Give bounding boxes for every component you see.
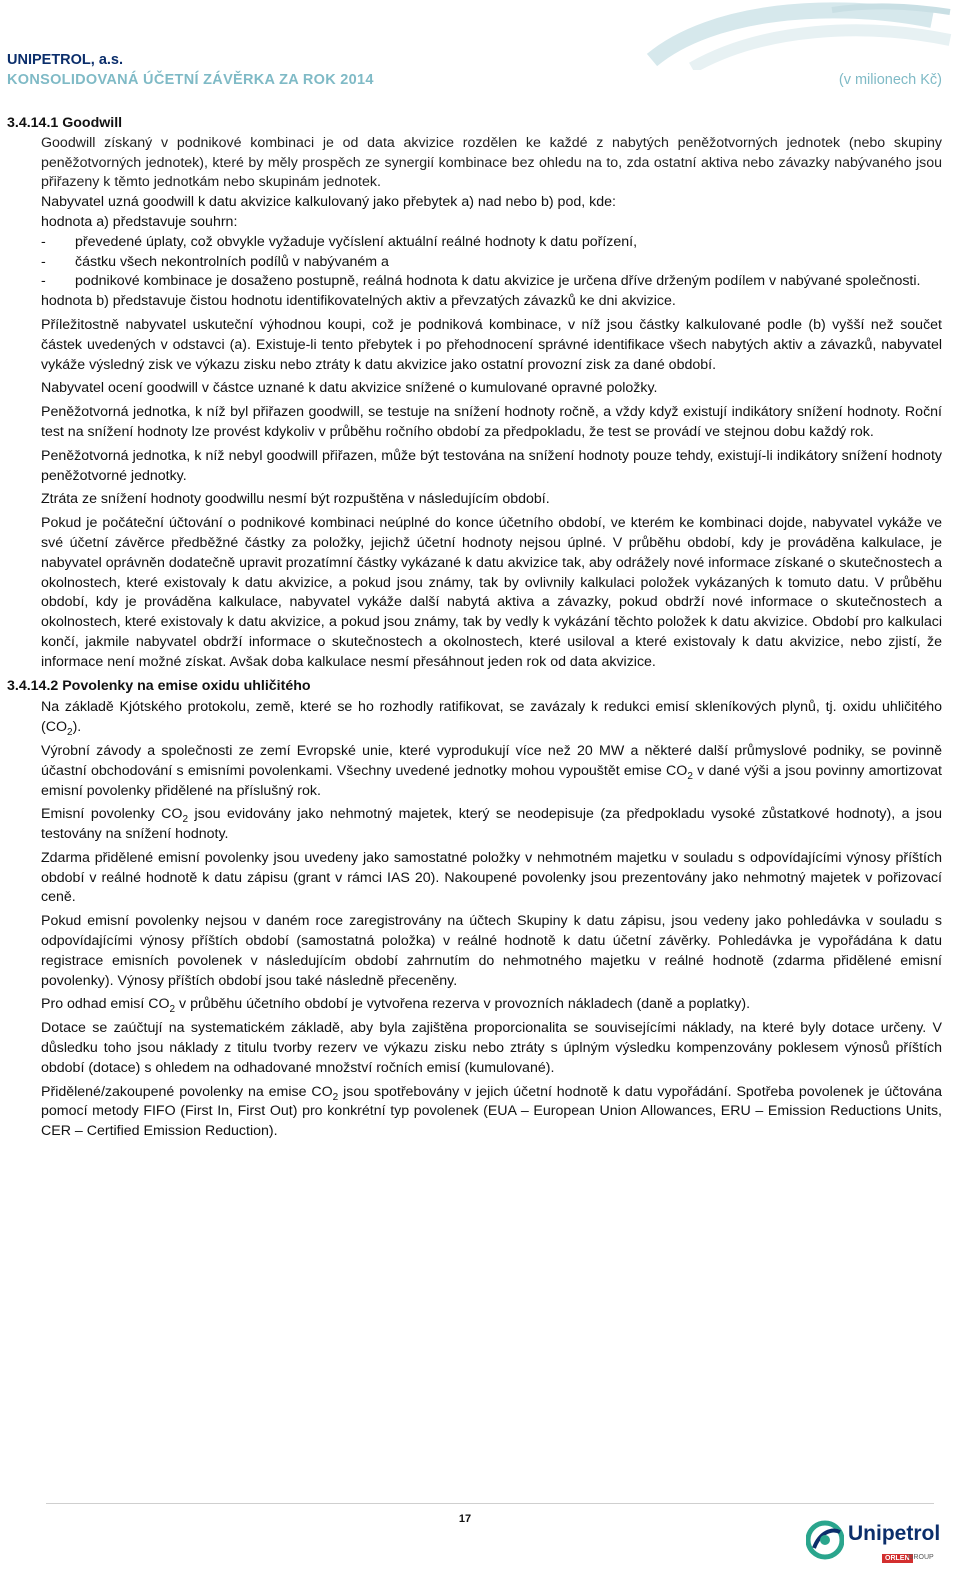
unipetrol-logo-mark-icon: [806, 1518, 844, 1562]
paragraph: Výrobní závody a společnosti ze zemí Evropské unie, které vyprodukují více než 20 MW a některé další průmyslové podniky, se povinně účastní obchodování s emisními povolenkami. Všechny uvedené jednotky mohou vypouštět emise $CO_2$ v dané výši a jsou povinny amortizovat emisní povolenky přidělené na příslušný rok.: [41, 742, 943, 799]
list-item: - podnikové kombinace je dosaženo postupně, reálná hodnota k datu akvizice je určena dříve drženým podílem v nabývané společnosti.: [41, 273, 921, 290]
logo-group-label: GROUP: [908, 1554, 934, 1561]
paragraph: Ztráta ze snížení hodnoty goodwillu nesmí být rozpuštěna v následujícím období.: [41, 491, 550, 508]
currency-unit: (v milionech Kč): [838, 72, 942, 88]
orlen-badge: ORLEN: [882, 1554, 913, 1563]
paragraph: hodnota a) představuje souhrn:: [41, 213, 238, 230]
list-item: - částku všech nekontrolních podílů v nabývaném a: [41, 253, 389, 270]
paragraph: Dotace se zaúčtují na systematickém základě, aby byla zajištěna proporcionalita se souvisejícími náklady, na které byly dotace určeny. V důsledku toho jsou náklady z titulu tvorby rezerv ve výkazu zisku nebo ztráty s úplným výsledku kompenzovány poklesem výnosů příštích období (dotace) s ohledem na odhadované množství ročních emisí (kumulované).: [41, 1020, 942, 1076]
paragraph: Pokud emisní povolenky nejsou v daném roce zaregistrovány na účtech Skupiny k datu zápisu, jsou vedeny jako pohledávka v souladu s odpovídajícími výnosy příštích období (samostatná položka) v reálné hodnotě k datu účetní závěrky. Pohledávka je vypořádána k datu registrace emisních povolenek v následujícím období zahrnutím do nehmotného majetku v reálné hodnotě (zdarma přidělené emisní povolenky). Výnosy příštích období jsou také následně přeceněny.: [41, 913, 942, 989]
company-name: UNIPETROL, a.s.: [7, 52, 124, 68]
paragraph: Přidělené/zakoupené povolenky na emise $CO_2$ jsou spotřebovány v jejich účetní hodnotě k datu vypořádání. Spotřeba povolenek je účtována pomocí metody FIFO (First In, First Out) pro konkrétní typ povolenek (EUA – European Union Allowances, ERU – Emission Reductions Units, CER – Certified Emission Reduction).: [41, 1083, 942, 1140]
header-swoosh-graphic: [632, 0, 952, 70]
paragraph: hodnota b) představuje čistou hodnotu identifikovatelných aktiv a převzatých závazků ke dni akvizice.: [41, 293, 676, 310]
document-body: [7, 114, 942, 1146]
paragraph: Emisní povolenky $CO_2$ jsou evidovány jako nehmotný majetek, který se neodepisuje (za předpokladu vysoké zůstatkové hodnoty), a jsou testovány na snížení hodnoty.: [41, 806, 942, 843]
logo-wordmark: Unipetrol: [848, 1522, 941, 1545]
paragraph: Nabyvatel ocení goodwill v částce uznané k datu akvizice snížené o kumulované opravné položky.: [41, 380, 658, 397]
paragraph: Goodwill získaný v podnikové kombinaci je od data akvizice rozdělen ke každé z nabytých peněžotvorných jednotek (nebo skupiny peněžotvorných jednotek), které by měly prospěch ze synergií kombinace bez ohledu na to, zda ostatní aktiva nebo závazky nabývaného jsou přiřazeny k těmto jednotkám nebo skupinám jednotek.: [41, 134, 942, 191]
paragraph: Peněžotvorná jednotka, k níž nebyl goodwill přiřazen, může být testována na snížení hodnoty pouze tehdy, existují-li indikátory snížení hodnoty peněžotvorné jednotky.: [41, 447, 942, 484]
section-heading-goodwill: 3.4.14.1 Goodwill: [7, 115, 123, 131]
page-number: 17: [458, 1513, 472, 1525]
paragraph: Na základě Kjótského protokolu, země, které se ho rozhodly ratifikovat, se zavázaly k redukci emisí skleníkových plynů, tj. oxidu uhličitého $(CO_2)$.: [41, 699, 942, 738]
paragraph: Pokud je počáteční účtování o podnikové kombinaci neúplné do konce účetního období, ve kterém ke kombinaci dojde, nabyvatel vykáže ve své účetní závěrce předběžné částky za položky, jejichž účetní hodnoty nejsou úplné. V průběhu období, kdy je prováděna kalkulace, je nabyvatel oprávněn dodatečně upravit prozatímní částky vykázané k datu akvizice tak, aby odrážely nové informace získané o skutečnostech a okolnostech, které existovaly k datu akvizice, a pokud jsou známy, tak by ovlivnily kalkulaci položek vykázaných k tomuto datu. V průběhu období, kdy je prováděna kalkulace, nabyvatel vykáže další nabytá aktiva a závazky, pokud obdrží nové informace o skutečnostech a okolnostech, které existovaly k datu akvizice, a pokud jsou známy, tak by vedly k vykázání těchto položek k datu akvizice. Období pro kalkulaci končí, jakmile nabyvatel obdrží informace o skutečnostech a okolnostech, které usiloval a které existovaly k datu akvizice, nebo zjistí, že informace není možné získat. Avšak doba kalkulace nesmí přesáhnout jeden rok od data akvizice.: [41, 515, 942, 670]
paragraph: Příležitostně nabyvatel uskuteční výhodnou koupi, což je podniková kombinace, v níž jsou částky kalkulované podle (b) vyšší než součet částek uvedených v odstavci (a). Existuje-li tento přebytek i po přehodnocení správné identifikace všech nabytých aktiv a závazků, nabyvatel vykáže výsledný zisk ve výkazu zisku nebo ztráty k datu akvizice jako ostatní provozní zisk za dané období.: [41, 316, 942, 373]
section-heading-emissions: 3.4.14.2 Povolenky na emise oxidu uhličitého: [7, 677, 311, 694]
list-item: - převedené úplaty, což obvykle vyžaduje vyčíslení aktuální reálné hodnoty k datu pořízení,: [41, 233, 638, 250]
paragraph: Pro odhad emisí $CO_2$ v průběhu účetního období je vytvořena rezerva v provozních nákladech (daně a poplatky).: [41, 996, 751, 1016]
paragraph: Peněžotvorná jednotka, k níž byl přiřazen goodwill, se testuje na snížení hodnoty ročně, a vždy když existují indikátory snížení hodnoty. Roční test na snížení hodnoty lze provést kdykoliv v průběhu ročního období za předpokladu, že test se provádí ve stejnou dobu každý rok.: [41, 404, 942, 440]
paragraph: Nabyvatel uzná goodwill k datu akvizice kalkulovaný jako přebytek a) nad nebo b) pod, kde:: [41, 194, 616, 211]
footer-divider: [46, 1503, 934, 1504]
report-title: KONSOLIDOVANÁ ÚČETNÍ ZÁVĚRKA ZA ROK 2014: [7, 72, 374, 88]
unipetrol-logo: [806, 1516, 946, 1568]
paragraph: Zdarma přidělené emisní povolenky jsou uvedeny jako samostatné položky v nehmotném majetku v souladu s odpovídajícími výnosy příštích období v reálné hodnotě k datu zápisu (grant v rámci IAS 20). Nakoupené povolenky jsou prezentovány jako nehmotný majetek v pořizovací ceně.: [41, 849, 942, 906]
